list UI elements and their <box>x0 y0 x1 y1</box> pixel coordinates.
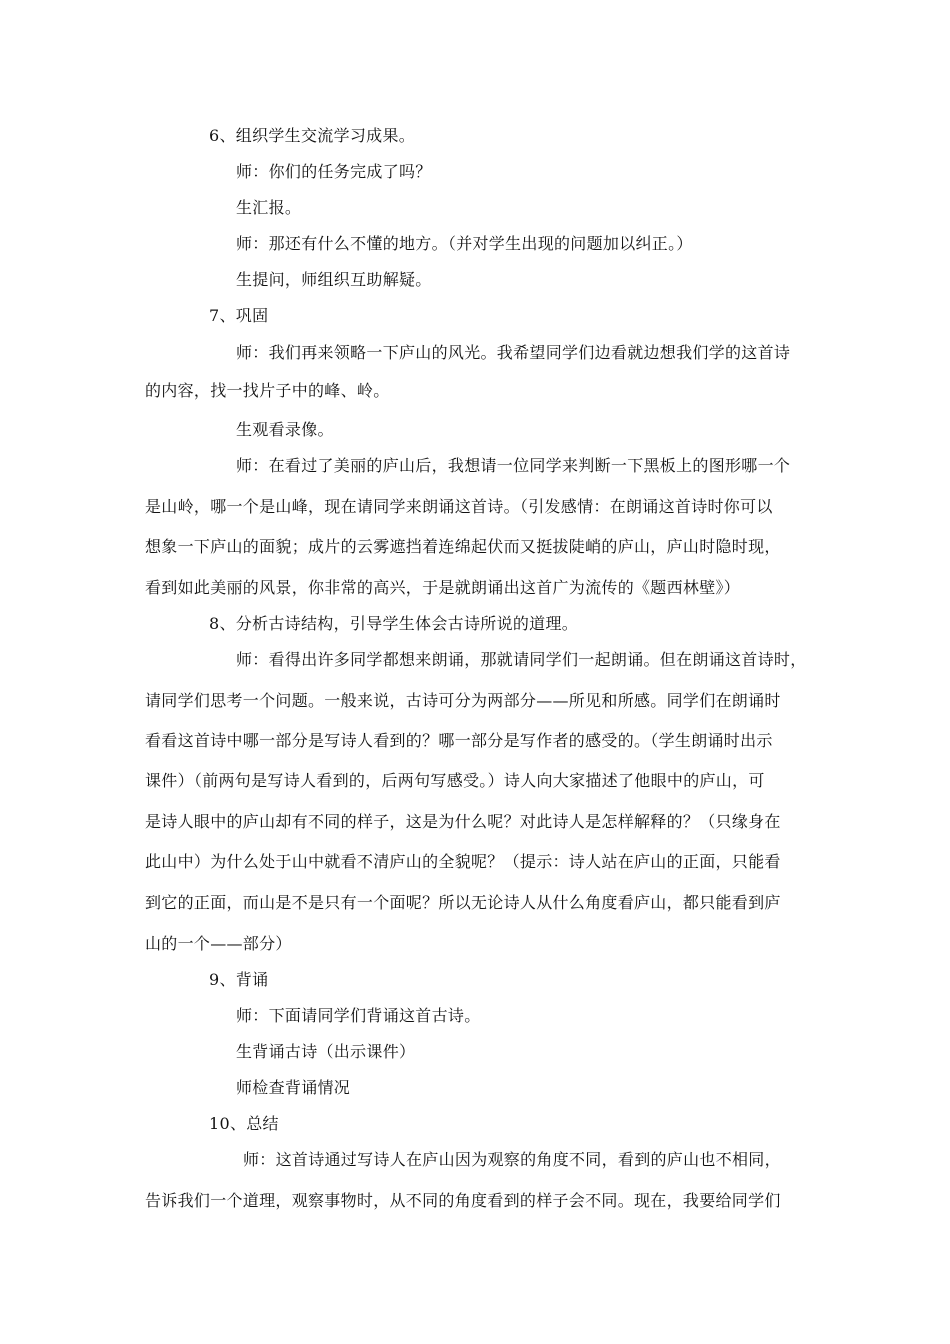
paragraph-line: 师：那还有什么不懂的地方。（并对学生出现的问题加以纠正。） <box>236 234 693 253</box>
paragraph-line: 师：你们的任务完成了吗？ <box>236 162 432 181</box>
paragraph-line: 告诉我们一个道理，观察事物时，从不同的角度看到的样子会不同。现在，我要给同学们 <box>145 1191 781 1210</box>
section-heading-8: 8、分析古诗结构，引导学生体会古诗所说的道理。 <box>209 614 579 633</box>
paragraph-line: 看到如此美丽的风景，你非常的高兴，于是就朗诵出这首广为流传的《题西林壁》） <box>145 578 741 597</box>
paragraph-line: 到它的正面，而山是不是只有一个面呢？所以无论诗人从什么角度看庐山，都只能看到庐 <box>145 893 781 912</box>
section-heading-10: 10、总结 <box>209 1114 279 1133</box>
paragraph-line: 师：看得出许多同学都想来朗诵，那就请同学们一起朗诵。但在朗诵这首诗时， <box>236 650 807 669</box>
paragraph-line: 是山岭，哪一个是山峰，现在请同学来朗诵这首诗。（引发感情：在朗诵这首诗时你可以 <box>145 497 773 516</box>
paragraph-line: 师：这首诗通过写诗人在庐山因为观察的角度不同，看到的庐山也不相同， <box>243 1150 781 1169</box>
paragraph-line: 生观看录像。 <box>236 420 334 439</box>
paragraph-line: 师：在看过了美丽的庐山后，我想请一位同学来判断一下黑板上的图形哪一个 <box>236 456 791 475</box>
paragraph-line: 此山中）为什么处于山中就看不清庐山的全貌呢？（提示：诗人站在庐山的正面，只能看 <box>145 852 781 871</box>
paragraph-line: 师：我们再来领略一下庐山的风光。我希望同学们边看就边想我们学的这首诗 <box>236 343 791 362</box>
section-heading-6: 6、组织学生交流学习成果。 <box>209 126 416 145</box>
paragraph-line: 课件）（前两句是写诗人看到的，后两句写感受。）诗人向大家描述了他眼中的庐山，可 <box>145 771 765 790</box>
paragraph-line: 的内容，找一找片子中的峰、岭。 <box>145 381 390 400</box>
paragraph-line: 生背诵古诗（出示课件） <box>236 1042 416 1061</box>
paragraph-line: 山的一个——部分） <box>145 934 292 953</box>
paragraph-line: 生汇报。 <box>236 198 302 217</box>
paragraph-line: 师：下面请同学们背诵这首古诗。 <box>236 1006 481 1025</box>
paragraph-line: 看看这首诗中哪一部分是写诗人看到的？哪一部分是写作者的感受的。（学生朗诵时出示 <box>145 731 773 750</box>
section-heading-7: 7、巩固 <box>209 306 269 325</box>
paragraph-line: 请同学们思考一个问题。一般来说，古诗可分为两部分——所见和所感。同学们在朗诵时 <box>145 691 781 710</box>
paragraph-line: 师检查背诵情况 <box>236 1078 351 1097</box>
paragraph-line: 生提问，师组织互助解疑。 <box>236 270 432 289</box>
paragraph-line: 是诗人眼中的庐山却有不同的样子，这是为什么呢？对此诗人是怎样解释的？（只缘身在 <box>145 812 781 831</box>
paragraph-line: 想象一下庐山的面貌；成片的云雾遮挡着连绵起伏而又挺拔陡峭的庐山，庐山时隐时现， <box>145 537 781 556</box>
section-heading-9: 9、背诵 <box>209 970 269 989</box>
